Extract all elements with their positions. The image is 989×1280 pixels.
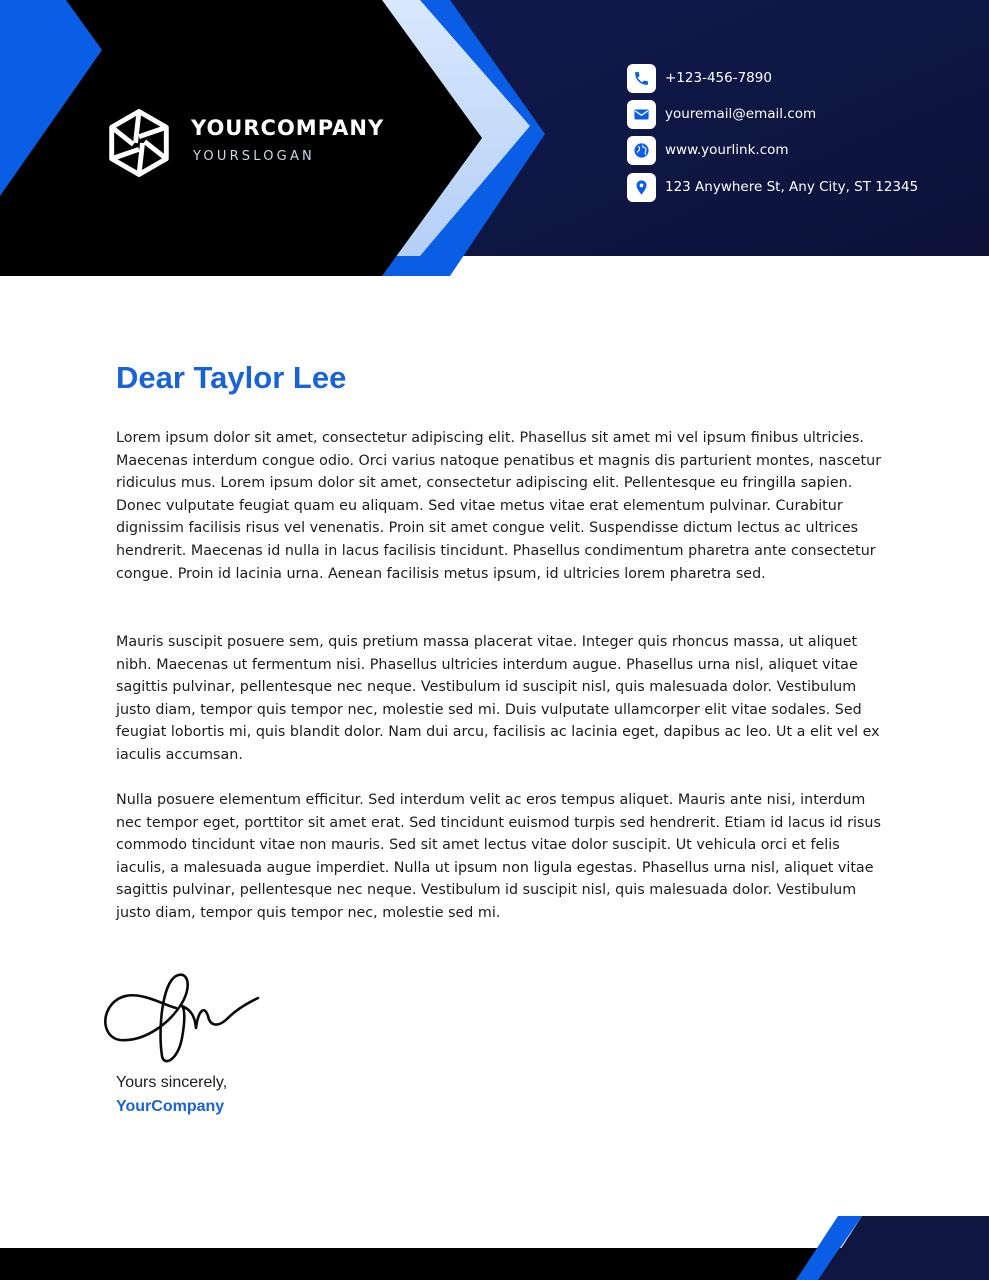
contact-phone[interactable] [627, 64, 967, 94]
company-name: YOURCOMPANY [191, 116, 385, 140]
letter-paragraph-2: Mauris suscipit posuere sem, quis pretium massa placerat vitae. Integer quis rhoncus massa, ut aliquet nibh. Maecenas ut fermentum nisi. Phasellus ultricies interdum augue. Phasellus urna nisl, aliquet vitae sagittis pulvinar, pellentesque nec neque. Vestibulum id suscipit nisl, quis malesuada dolor. Vestibulum justo diam, tempor quis tempor nec, molestie sed mi. Duis vulputate ullamcorper elit vitae sodales. Sed feugiat lobortis mi, quis blandit dolor. Nam dui arcu, facilisis ac lacinia eget, dapibus ac leo. Ut a elit vel ex iaculis accumsan. [116, 634, 880, 763]
closing-line: Yours sincerely, [116, 1074, 228, 1091]
company-slogan: YOURSLOGAN [193, 149, 315, 164]
contact-website-text: www.yourlink.com [665, 142, 789, 158]
mail-icon [627, 100, 656, 129]
footer-banner [0, 1210, 989, 1280]
signature-company: YourCompany [116, 1098, 225, 1115]
letter-paragraph-3: Nulla posuere elementum efficitur. Sed interdum velit ac eros tempus aliquet. Mauris ante nisi, interdum nec tempor eget, porttitor sit amet erat. Sed tincidunt euismod turpis sed hendrerit. Etiam id lacus id risus commodo tincidunt vitae non mauris. Sed sit amet lectus vitae dolor suscipit. Ut vehicula orci et felis iaculis, a malesuada augue imperdiet. Nulla ut ipsum non ligula egestas. Phasellus urna nisl, aliquet vitae sagittis pulvinar, pellentesque nec neque. Vestibulum id suscipit nisl, quis malesuada dolor. Vestibulum justo diam, tempor quis tempor nec, molestie sed mi. [116, 792, 881, 921]
letter-paragraph-1: Lorem ipsum dolor sit amet, consectetur adipiscing elit. Phasellus sit amet mi vel ipsum finibus ultricies. Maecenas interdum congue odio. Orci varius natoque penatibus et magnis dis parturient montes, nascetur ridiculus mus. Lorem ipsum dolor sit amet, consectetur adipiscing elit. Pellentesque eu fringilla sapien. Donec vulputate feugiat quam eu aliquam. Sed vitae metus vitae erat elementum pulvinar. Curabitur dignissim facilisis risus vel venenatis. Proin sit amet congue velit. Suspendisse dictum lectus ac ultrices hendrerit. Maecenas id nulla in lacus facilisis tincidunt. Phasellus condimentum pharetra ante consectetur congue. Proin id lacinia urna. Aenean facilisis metus ipsum, id ultricies lorem pharetra sed. [116, 430, 882, 582]
letter-greeting: Dear Taylor Lee [116, 360, 347, 395]
contact-website[interactable] [627, 136, 967, 166]
phone-icon [627, 64, 656, 93]
company-logo-icon [104, 108, 174, 178]
globe-icon [627, 136, 656, 165]
contact-email-text: youremail@email.com [665, 106, 817, 122]
contact-address[interactable] [627, 173, 967, 203]
contact-phone-text: +123-456-7890 [665, 70, 772, 86]
location-pin-icon [627, 173, 656, 202]
contact-email[interactable] [627, 100, 967, 130]
handwritten-signature [100, 968, 265, 1068]
contact-address-text: 123 Anywhere St, Any City, ST 12345 [665, 179, 919, 195]
